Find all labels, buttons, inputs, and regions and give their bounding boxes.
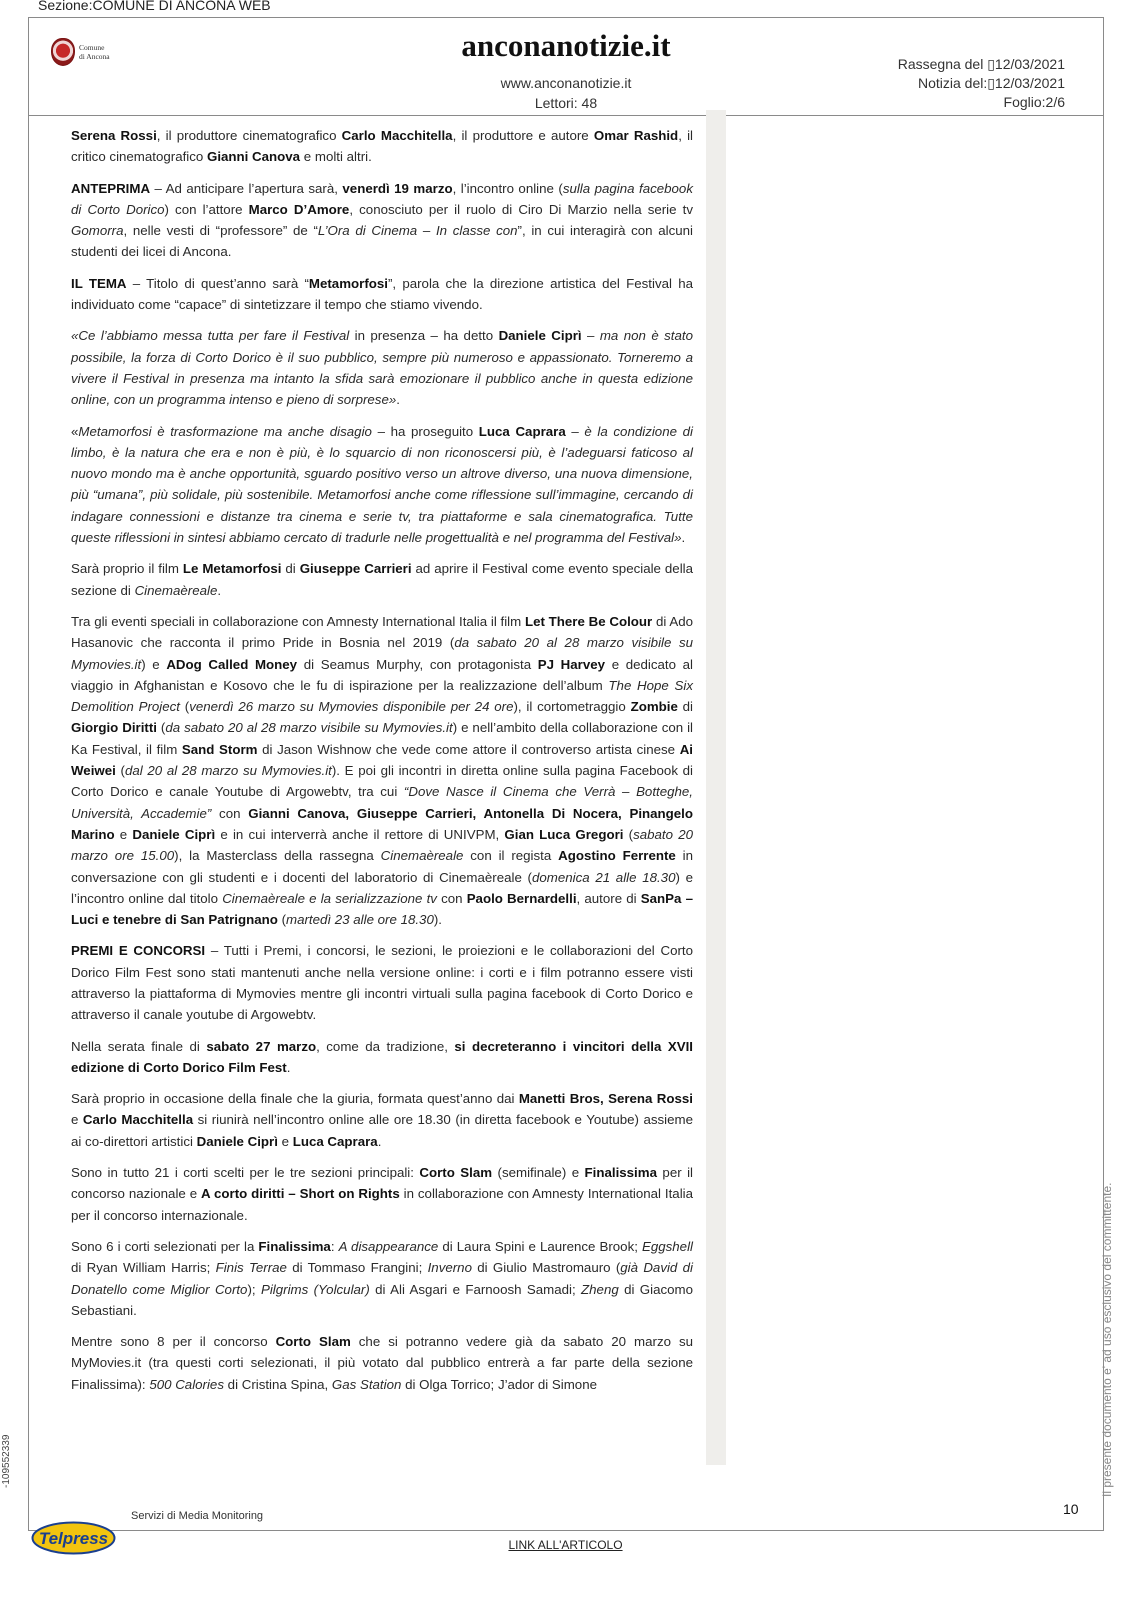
masthead: anconanotizie.it: [461, 28, 671, 63]
rassegna-date: Rassegna del ▯12/03/2021: [897, 56, 1065, 72]
comune-logo-line1: Comune: [79, 43, 105, 52]
clipping-meta: [898, 55, 1065, 112]
readers-count: Lettori: 48: [534, 95, 598, 111]
article-paragraph: Nella serata finale di sabato 27 marzo, come da tradizione, si decreteranno i vincitori della XVII edizione di Corto Dorico Film Fest.: [71, 1038, 693, 1075]
article-paragraph: «Ce l’abbiamo messa tutta per fare il Festival in presenza – ha detto Daniele Ciprì – ma non è stato possibile, la forza di Corto Dorico è il suo pubblico, sempre più numeroso e appassionato. Torneremo a vivere il Festival in presenza ma intanto la sfida sarà emozionare il pubblico anche in questa edizione online, con un programma intenso e pieno di sorprese».: [71, 328, 693, 408]
section-label: Sezione:COMUNE DI ANCONA WEB: [38, 0, 271, 13]
foglio: Foglio:2/6: [1003, 94, 1065, 110]
article-paragraph: IL TEMA – Titolo di quest’anno sarà “Metamorfosi”, parola che la direzione artistica del Festival ha individuato come “capace” di sintetizzare il tempo che stiamo vivendo.: [71, 275, 693, 313]
article-link[interactable]: LINK ALL'ARTICOLO: [508, 1538, 623, 1552]
article-paragraph: «Metamorfosi è trasformazione ma anche disagio – ha proseguito Luca Caprara – è la condizione di limbo, è la natura che era e non è più, è lo squarcio di non riconoscersi più, è l’adeguarsi faticoso al nuovo mondo ma è anche opportunità, sguardo positivo verso un altrove diverso, una nuova dimensione, più “umana”, più solidale, più sostenibile. Metamorfosi anche come riflessione sull’immagine, cercando di indagare connessioni e distanze tra cinema e serie tv, tra piattaforme e sala cinematografica. Tutte queste riflessioni in sintesi abbiamo cercato di tradurle nelle progettualità e nel programma del Festival».: [71, 423, 693, 546]
telpress-logo-text: Telpress: [38, 1529, 109, 1548]
article-paragraph: Sono in tutto 21 i corti scelti per le tre sezioni principali: Corto Slam (semifinale) e Finalissima per il concorso nazionale e A corto diritti – Short on Rights in collaborazione con Amnesty International Italia per il concorso internazionale.: [71, 1165, 693, 1223]
notizia-date: Notizia del:▯12/03/2021: [917, 75, 1065, 91]
article-body: [71, 125, 693, 1405]
article-paragraph: Sarà proprio il film Le Metamorfosi di Giuseppe Carrieri ad aprire il Festival come evento speciale della sezione di Cinemaèreale.: [71, 561, 693, 598]
footer-servizi: Servizi di Media Monitoring: [131, 1510, 264, 1522]
article-area: [71, 110, 731, 1465]
clipping-header: [29, 18, 1103, 116]
article-paragraph: Sono 6 i corti selezionati per la Finalissima: A disappearance di Laura Spini e Laurence Brook; Eggshell di Ryan William Harris; Finis Terrae di Tommaso Frangini; Inverno di Giulio Mastromauro (già David di Donatello come Miglior Corto); Pilgrims (Yolcular) di Ali Asgari e Farnoosh Samadi; Zheng di Giacomo Sebastiani.: [71, 1238, 694, 1318]
article-paragraph: Sarà proprio in occasione della finale che la giuria, formata quest’anno dai Manetti Bros, Serena Rossi e Carlo Macchitella si riunirà nell’incontro online alle ore 18.30 (in diretta facebook e Youtube) assieme ai co-direttori artistici Daniele Ciprì e Luca Caprara.: [71, 1091, 694, 1149]
article-paragraph: ANTEPRIMA – Ad anticipare l’apertura sarà, venerdì 19 marzo, l’incontro online (sulla pagina facebook di Corto Dorico) con l’attore Marco D’Amore, conosciuto per il ruolo di Ciro Di Marzio nella serie tv Gomorra, nelle vesti di “professore” de “L’Ora di Cinema – In classe con”, in cui interagirà con alcuni studenti dei licei di Ancona.: [71, 180, 693, 260]
article-paragraph: Mentre sono 8 per il concorso Corto Slam che si potranno vedere già da sabato 20 marzo su MyMovies.it (tra questi corti selezionati, il più votato dal pubblico entrerà a far parte della sezione Finalissima): 500 Calories di Cristina Spina, Gas Station di Olga Torrico; J’ador di Simone: [71, 1334, 694, 1392]
article-paragraph: Tra gli eventi speciali in collaborazione con Amnesty International Italia il film Let There Be Colour di Ado Hasanovic che racconta il primo Pride in Bosnia nel 2019 (da sabato 20 al 28 marzo visibile su Mymovies.it) e ADog Called Money di Seamus Murphy, con protagonista PJ Harvey e dedicato al viaggio in Afghanistan e Kosovo che le fu di ispirazione per la realizzazione dell’album The Hope Six Demolition Project (venerdì 26 marzo su Mymovies disponibile per 24 ore), il cortometraggio Zombie di Giorgio Diritti (da sabato 20 al 28 marzo visibile su Mymovies.it) e nell’ambito della collaborazione con il Ka Festival, il film Sand Storm di Jason Wishnow che vede come attore il controverso artista cinese Ai Weiwei (dal 20 al 28 marzo su Mymovies.it). E poi gli incontri in diretta online sulla pagina Facebook di Corto Dorico e canale Youtube di Argowebtv, tra cui “Dove Nasce il Cinema che Verrà – Botteghe, Università, Accademie” con Gianni Canova, Giuseppe Carrieri, Antonella Di Nocera, Pinangelo Marino e Daniele Ciprì e in cui interverrà anche il rettore di UNIVPM, Gian Luca Gregori (sabato 20 marzo ore 15.00), la Masterclass della rassegna Cinemaèreale con il regista Agostino Ferrente in conversazione con gli studenti e i docenti del laboratorio di Cinemaèreale (domenica 21 alle 18.30) e l’incontro online dal titolo Cinemaèreale e la serializzazione tv con Paolo Bernardelli, autore di SanPa – Luci e tenebre di San Patrignano (martedì 23 alle ore 18.30).: [71, 613, 694, 928]
usage-note: Il presente documento e' ad uso esclusivo del committente.: [1100, 1182, 1114, 1497]
comune-logo-line2: di Ancona: [79, 52, 110, 61]
site-url: www.anconanotizie.it: [500, 75, 632, 91]
page-number: 10: [1063, 1501, 1079, 1517]
document-id: -109552339: [1, 1434, 12, 1488]
article-paragraph: PREMI E CONCORSI – Tutti i Premi, i concorsi, le sezioni, le proiezioni e le collaborazioni del Corto Dorico Film Fest sono stati mantenuti anche nella versione online: i corti e i film potranno essere visti attraverso la piattaforma di Mymovies mentre gli incontri virtuali sulla pagina facebook di Corto Dorico e attraverso il canale youtube di Argowebtv.: [71, 943, 693, 1023]
article-paragraph: Serena Rossi, il produttore cinematografico Carlo Macchitella, il produttore e autore Omar Rashid, il critico cinematografico Gianni Canova e molti altri.: [71, 128, 693, 165]
scan-band: [706, 110, 726, 1465]
